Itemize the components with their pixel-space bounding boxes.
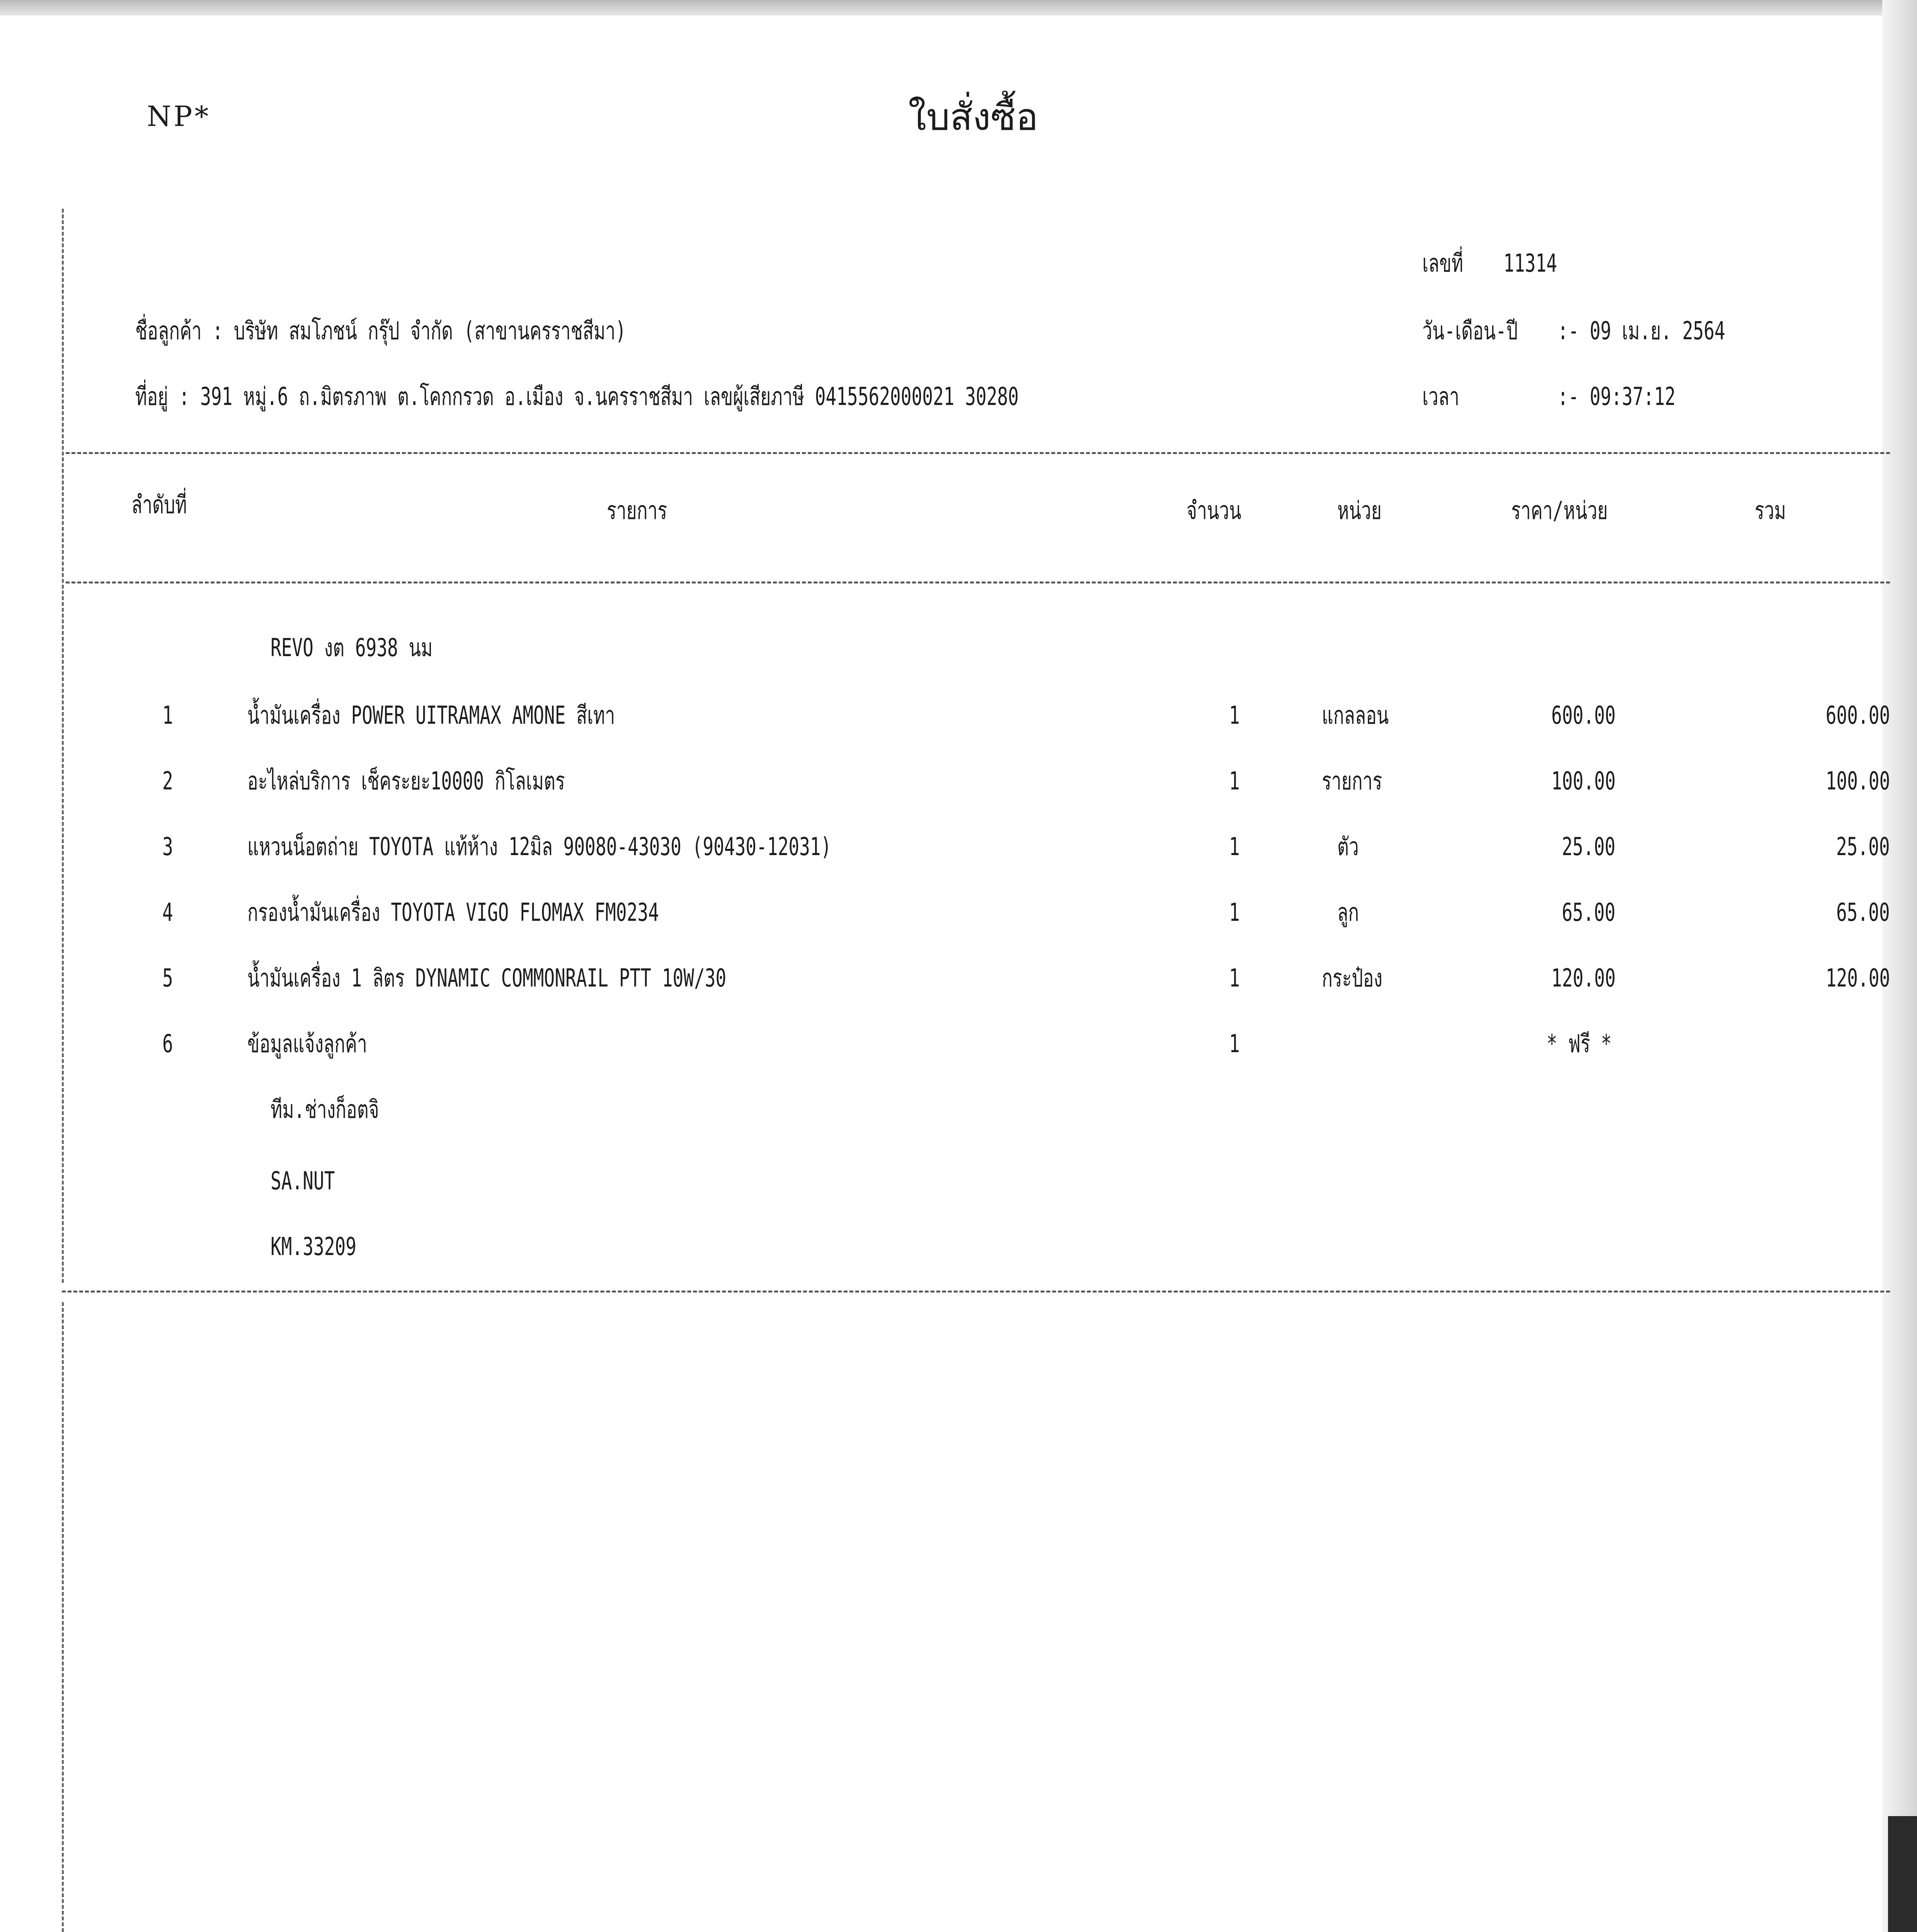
row-qty: 1	[1229, 701, 1240, 730]
row-unit: กระป๋อง	[1322, 964, 1382, 993]
doc-date: :- 09 เม.ย. 2564	[1558, 317, 1725, 345]
row-no: 6	[162, 1030, 173, 1058]
frame-left-top	[62, 209, 64, 1283]
customer-address: ที่อยู่ : 391 หมู่.6 ถ.มิตรภาพ ต.โคกกรวด อ.เมือง จ.นครราชสีมา เลขผู้เสียภาษี 0415562000021 30280	[135, 383, 1019, 411]
row-no: 2	[162, 767, 173, 796]
scan-shadow-right	[1888, 1816, 1917, 1932]
row-unit: ลูก	[1337, 898, 1359, 927]
row-price: 65.00	[1562, 898, 1616, 927]
row-total: 100.00	[1825, 767, 1890, 796]
row-desc: น้ำมันเครื่อง 1 ลิตร DYNAMIC COMMONRAIL PTT 10W/30	[247, 964, 727, 993]
row-price: 120.00	[1551, 964, 1616, 993]
row-total: 600.00	[1825, 701, 1890, 730]
scan-edge-top	[0, 0, 1917, 15]
row-qty: 1	[1229, 898, 1240, 927]
row-qty: 1	[1229, 767, 1240, 796]
purchase-order-page	[50, 15, 1890, 1932]
doc-number-label: เลขที่	[1422, 249, 1463, 278]
document-title: ใบสั่งซื้อ	[908, 95, 1039, 139]
row-qty: 1	[1229, 833, 1240, 861]
row-desc: กรองน้ำมันเครื่อง TOYOTA VIGO FLOMAX FM0234	[247, 898, 659, 927]
row-price: 25.00	[1562, 833, 1616, 861]
note-line: SA.NUT	[271, 1167, 335, 1196]
col-header-desc: รายการ	[607, 497, 667, 525]
doc-number: 11314	[1503, 249, 1557, 278]
doc-time: :- 09:37:12	[1558, 383, 1676, 411]
note-line: ทีม.ช่างก็อตจิ	[271, 1095, 379, 1124]
frame-left-bottom	[62, 1302, 64, 1932]
row-total: 25.00	[1836, 833, 1890, 861]
row-price: 600.00	[1551, 701, 1616, 730]
row-no: 3	[162, 833, 173, 861]
row-no: 1	[162, 701, 173, 730]
row-unit: แกลลอน	[1322, 701, 1389, 730]
vehicle-line: REVO งต 6938 นม	[271, 634, 433, 662]
col-header-no: ลำดับที่	[131, 491, 187, 519]
row-desc: อะไหล่บริการ เช็คระยะ10000 กิโลเมตร	[247, 767, 565, 796]
rule-above-header	[66, 452, 1890, 454]
rule-items-end	[62, 1291, 1890, 1293]
row-desc: แหวนน็อตถ่าย TOYOTA แท้ห้าง 12มิล 90080-43030 (90430-12031)	[247, 833, 832, 861]
row-price: 100.00	[1551, 767, 1616, 796]
col-header-qty: จำนวน	[1187, 497, 1241, 525]
row-unit: รายการ	[1322, 767, 1382, 796]
row-total: 65.00	[1836, 898, 1890, 927]
row-price: * ฟรี *	[1546, 1030, 1612, 1058]
note-line: KM.33209	[271, 1233, 356, 1261]
col-header-price: ราคา/หน่วย	[1511, 497, 1608, 525]
row-no: 5	[162, 964, 173, 993]
col-header-total: รวม	[1755, 497, 1786, 525]
row-desc: น้ำมันเครื่อง POWER UITRAMAX AMONE สีเทา	[247, 701, 615, 730]
customer-name: ชื่อลูกค้า : บริษัท สมโภชน์ กรุ๊ป จำกัด (สาขานครราชสีมา)	[135, 317, 626, 345]
doc-date-label: วัน-เดือน-ปี	[1422, 317, 1518, 345]
row-no: 4	[162, 898, 173, 927]
col-header-unit: หน่วย	[1337, 497, 1382, 525]
company-logo-text: NP*	[147, 100, 211, 133]
row-unit: ตัว	[1337, 833, 1359, 861]
row-total: 120.00	[1825, 964, 1890, 993]
row-desc: ข้อมูลแจ้งลูกค้า	[247, 1030, 367, 1058]
row-qty: 1	[1229, 1030, 1240, 1058]
row-qty: 1	[1229, 964, 1240, 993]
rule-below-header	[66, 582, 1890, 583]
doc-time-label: เวลา	[1422, 383, 1459, 411]
